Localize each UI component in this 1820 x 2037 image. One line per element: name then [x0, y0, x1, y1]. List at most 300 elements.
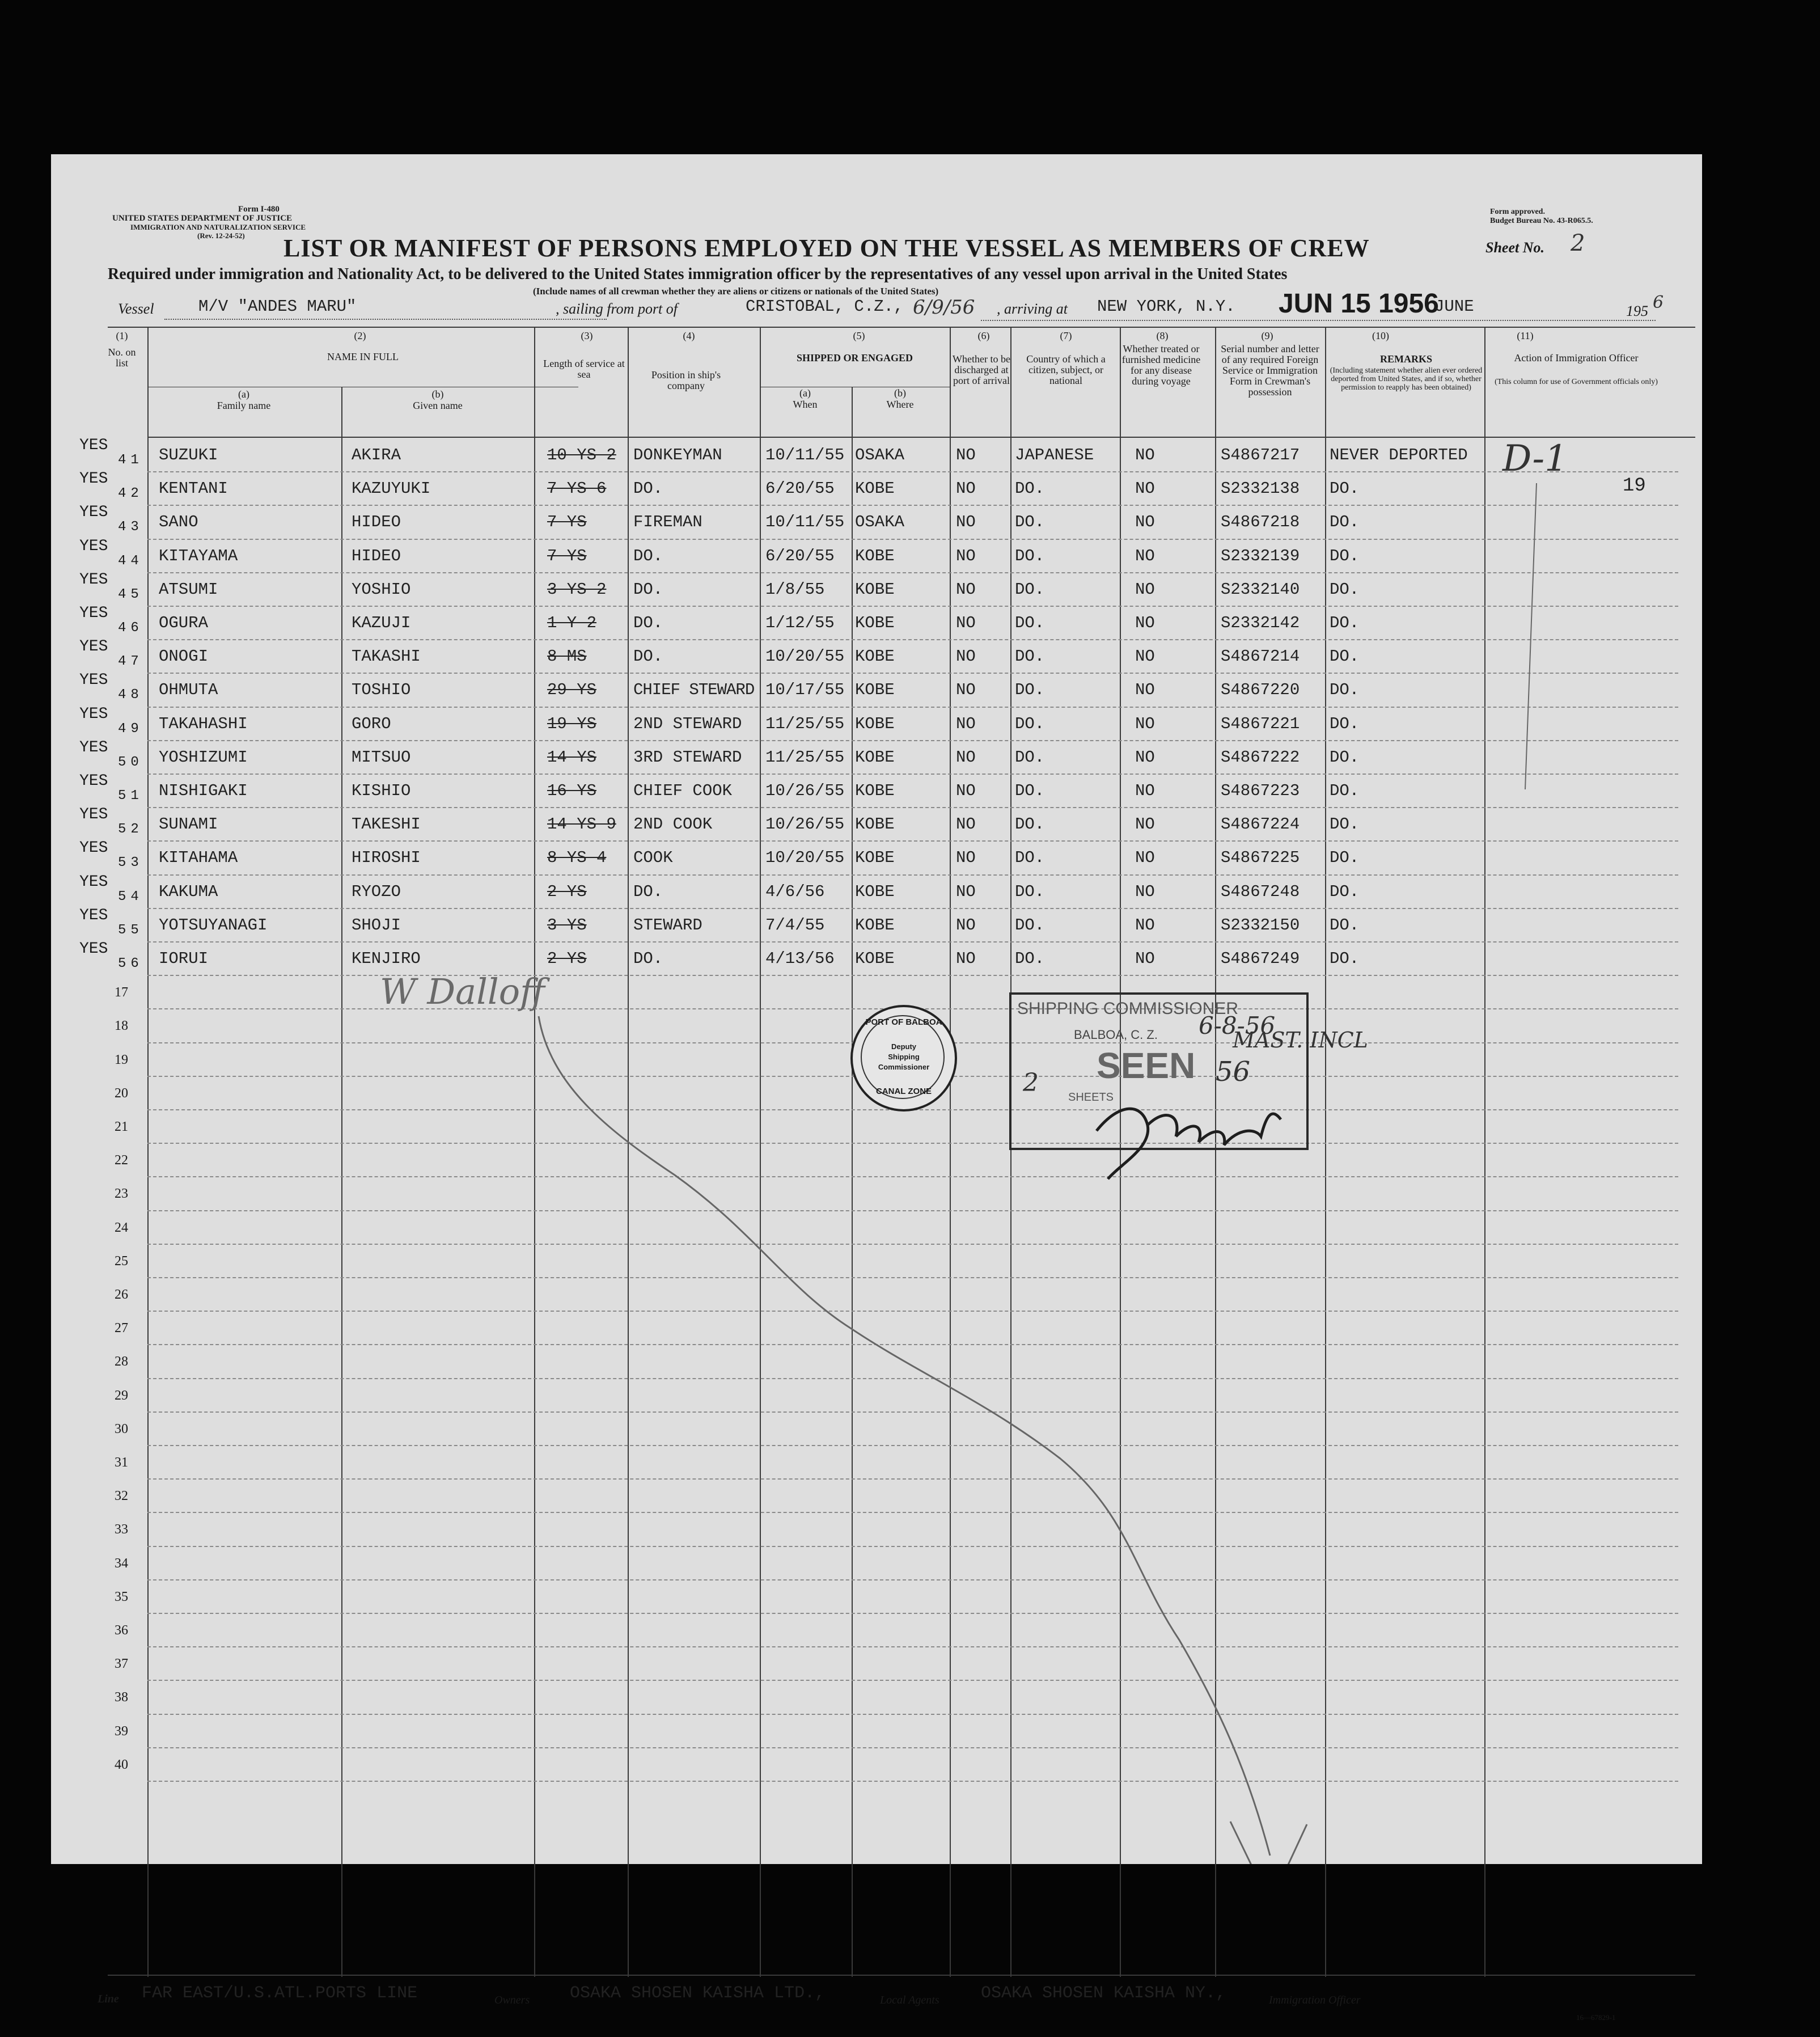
family-name-cell: KITAHAMA [159, 848, 238, 868]
family-name-cell: ONOGI [159, 647, 209, 666]
shipped-where-cell: KOBE [855, 915, 895, 935]
family-name-cell: KAKUMA [159, 882, 218, 901]
col-header-where: Where [886, 399, 914, 410]
family-name-cell: YOTSUYANAGI [159, 915, 268, 935]
country-cell: DO. [1015, 781, 1045, 800]
given-name-cell: YOSHIO [352, 580, 411, 599]
signature: W Dalloff [380, 971, 545, 1012]
round-stamp-bottom: CANAL ZONE [875, 1087, 932, 1096]
row-number: 44 [118, 553, 143, 569]
remarks-cell: DO. [1330, 747, 1360, 767]
yes-mark: YES [79, 806, 108, 824]
discharged-cell: NO [956, 714, 976, 733]
stamp-seen: SEEN [1097, 1045, 1196, 1086]
position-cell: DO. [633, 580, 663, 599]
yes-mark: YES [79, 671, 108, 690]
yes-mark: YES [79, 738, 108, 757]
col-header-serial: Serial number and letter of any required Foreign Service or Immigration Form in Crewman's possession [1221, 343, 1319, 398]
yes-mark: YES [79, 504, 108, 522]
row-number: 23 [115, 1186, 128, 1202]
shipped-where-cell: KOBE [855, 949, 895, 968]
row-number: 36 [115, 1623, 128, 1638]
family-name-cell: KENTANI [159, 479, 228, 498]
shipped-when-cell: 1/12/55 [765, 614, 835, 632]
serial-cell: S4867221 [1221, 714, 1300, 733]
col-num-3: (3) [581, 330, 593, 341]
row-number: 53 [118, 855, 143, 871]
form-service: IMMIGRATION AND NATURALIZATION SERVICE [130, 223, 306, 231]
discharged-cell: NO [956, 882, 976, 901]
remarks-cell: DO. [1330, 949, 1360, 968]
given-name-cell: SHOJI [352, 915, 401, 935]
service-length-cell: 14 YS [547, 747, 597, 767]
discharged-cell: NO [956, 446, 976, 464]
remarks-cell: DO. [1330, 614, 1360, 632]
row-number: 41 [118, 453, 143, 468]
given-name-cell: HIROSHI [352, 848, 421, 868]
service-length-cell: 2 YS [547, 882, 587, 901]
position-cell: CHIEF STEWARD [633, 681, 755, 700]
col-num-7: (7) [1060, 330, 1072, 341]
treated-cell: NO [1135, 815, 1155, 834]
discharged-cell: NO [956, 546, 976, 565]
shipped-when-cell: 11/25/55 [765, 747, 845, 767]
treated-cell: NO [1135, 714, 1155, 733]
country-cell: DO. [1015, 949, 1045, 968]
treated-cell: NO [1135, 747, 1155, 767]
form-number: Form I-480 [238, 205, 280, 214]
col-header-remarks-note: (Including statement whether alien ever ordered deported from United States, and if so, whether permission to reapply has been obtained) [1330, 366, 1483, 392]
country-cell: DO. [1015, 513, 1045, 532]
row-number: 55 [118, 922, 143, 938]
row-number: 27 [115, 1321, 128, 1336]
footer-officer-label: Immigration Officer [1269, 1994, 1361, 2006]
row-number: 56 [118, 956, 143, 971]
shipped-when-cell: 10/20/55 [765, 647, 845, 666]
row-number: 49 [118, 721, 143, 737]
service-length-cell: 8 YS 4 [547, 848, 607, 868]
given-name-cell: GORO [352, 714, 391, 733]
yes-mark: YES [79, 638, 108, 656]
shipped-where-cell: KOBE [855, 681, 895, 700]
col-header-country: Country of which a citizen, subject, or national [1026, 353, 1106, 386]
yes-mark: YES [79, 873, 108, 891]
treated-cell: NO [1135, 513, 1155, 532]
shipped-where-cell: KOBE [855, 647, 895, 666]
treated-cell: NO [1135, 647, 1155, 666]
row-number: 43 [118, 519, 143, 535]
given-name-cell: AKIRA [352, 446, 401, 464]
given-name-cell: RYOZO [352, 882, 401, 901]
country-cell: DO. [1015, 546, 1045, 565]
country-cell: DO. [1015, 815, 1045, 834]
stamp-title: SHIPPING COMMISSIONER [1017, 999, 1239, 1018]
treated-cell: NO [1135, 614, 1155, 632]
serial-cell: S4867248 [1221, 882, 1300, 901]
yes-mark: YES [79, 906, 108, 924]
row-number: 31 [115, 1455, 128, 1470]
serial-cell: S4867249 [1221, 949, 1300, 968]
vessel-label: Vessel [118, 301, 154, 317]
shipped-when-cell: 6/20/55 [765, 479, 835, 498]
discharged-cell: NO [956, 815, 976, 834]
position-cell: DO. [633, 546, 663, 565]
given-name-cell: KAZUYUKI [352, 479, 431, 498]
treated-cell: NO [1135, 882, 1155, 901]
row-number: 26 [115, 1287, 128, 1302]
col-header-where-sub: (b) [894, 387, 906, 399]
arriving-label: , arriving at [997, 301, 1068, 317]
position-cell: CHIEF COOK [633, 781, 733, 800]
round-stamp-line2: Shipping [888, 1053, 920, 1061]
family-name-cell: NISHIGAKI [159, 781, 248, 800]
service-length-cell: 1 Y 2 [547, 614, 597, 632]
col-header-action-note: (This column for use of Government officials only) [1495, 378, 1658, 386]
shipped-when-cell: 10/11/55 [765, 513, 845, 532]
footer-agents-label: Local Agents [880, 1994, 939, 2006]
shipped-where-cell: KOBE [855, 614, 895, 632]
round-stamp-line1: Deputy [891, 1042, 917, 1051]
manifest-sheet [51, 154, 1702, 2022]
row-number: 30 [115, 1421, 128, 1436]
stamp-56: 56 [1216, 1056, 1251, 1088]
family-name-cell: OGURA [159, 614, 209, 632]
row-number: 42 [118, 486, 143, 502]
discharged-cell: NO [956, 781, 976, 800]
form-budget: Budget Bureau No. 43-R065.5. [1490, 217, 1593, 225]
shipped-where-cell: OSAKA [855, 446, 905, 464]
service-length-cell: 10 YS 2 [547, 446, 616, 464]
service-length-cell: 3 YS 2 [547, 580, 607, 599]
row-number: 22 [115, 1153, 128, 1168]
vessel-name: M/V "ANDES MARU" [198, 297, 357, 316]
shipped-where-cell: OSAKA [855, 513, 905, 532]
serial-cell: S2332140 [1221, 580, 1300, 599]
family-name-cell: OHMUTA [159, 681, 218, 700]
row-number: 17 [115, 985, 128, 1000]
footer-owners-label: Owners [494, 1994, 530, 2006]
col-num-10: (10) [1372, 330, 1389, 341]
discharged-cell: NO [956, 513, 976, 532]
position-cell: DO. [633, 647, 663, 666]
stamp-place: BALBOA, C. Z. [1074, 1028, 1158, 1042]
service-length-cell: 3 YS [547, 915, 587, 935]
discharged-cell: NO [956, 747, 976, 767]
pencil-arrow [51, 154, 1702, 1864]
row-number: 24 [115, 1220, 128, 1235]
footer-owners: OSAKA SHOSEN KAISHA LTD., [570, 1984, 826, 2003]
stamp-date: 6-8-56 [1199, 1012, 1276, 1039]
country-cell: JAPANESE [1015, 446, 1094, 464]
discharged-cell: NO [956, 614, 976, 632]
serial-cell: S2332150 [1221, 915, 1300, 935]
row-number: 37 [115, 1656, 128, 1672]
shipped-where-cell: KOBE [855, 815, 895, 834]
discharged-cell: NO [956, 647, 976, 666]
country-cell: DO. [1015, 848, 1045, 868]
col-num-4: (4) [683, 330, 695, 341]
footer-line-label: Line [98, 1993, 119, 2005]
stamp-count: 2 [1023, 1068, 1039, 1097]
family-name-cell: KITAYAMA [159, 546, 238, 565]
arrival-date-stamp: JUN 15 1956 [1279, 289, 1439, 319]
treated-cell: NO [1135, 781, 1155, 800]
row-number: 45 [118, 586, 143, 602]
row-number: 35 [115, 1589, 128, 1604]
col-num-1: (1) [116, 330, 128, 341]
sheet-label: Sheet No. [1485, 239, 1544, 256]
serial-cell: S4867220 [1221, 681, 1300, 700]
sheet-number: 2 [1571, 230, 1585, 256]
shipped-where-cell: KOBE [855, 882, 895, 901]
country-cell: DO. [1015, 614, 1045, 632]
treated-cell: NO [1135, 949, 1155, 968]
document-subnote: (Include names of all crewman whether they are aliens or citizens or nationals of the United States) [533, 286, 939, 297]
treated-cell: NO [1135, 546, 1155, 565]
col-num-5: (5) [853, 330, 865, 341]
country-cell: DO. [1015, 681, 1045, 700]
family-name-cell: ATSUMI [159, 580, 218, 599]
service-length-cell: 2 YS [547, 949, 587, 968]
row-number: 32 [115, 1489, 128, 1504]
shipped-where-cell: KOBE [855, 747, 895, 767]
remarks-cell: DO. [1330, 580, 1360, 599]
treated-cell: NO [1135, 446, 1155, 464]
col-num-6: (6) [977, 330, 990, 341]
treated-cell: NO [1135, 848, 1155, 868]
remarks-cell: DO. [1330, 647, 1360, 666]
row-number: 25 [115, 1253, 128, 1269]
footer-agents: OSAKA SHOSEN KAISHA NY., [981, 1984, 1226, 2003]
footer-line: FAR EAST/U.S.ATL.PORTS LINE [142, 1984, 418, 2003]
sailing-label: , sailing from port of [556, 301, 678, 317]
position-cell: DO. [633, 949, 663, 968]
yes-mark: YES [79, 570, 108, 589]
service-length-cell: 14 YS 9 [547, 815, 616, 834]
col-num-2: (2) [354, 330, 366, 341]
position-cell: STEWARD [633, 915, 702, 935]
yes-mark: YES [79, 705, 108, 723]
service-length-cell: 29 YS [547, 681, 597, 700]
service-length-cell: 8 MS [547, 647, 587, 666]
row-number: 52 [118, 822, 143, 838]
family-name-cell: IORUI [159, 949, 209, 968]
row-number: 28 [115, 1354, 128, 1370]
family-name-cell: TAKAHASHI [159, 714, 248, 733]
remarks-cell: DO. [1330, 513, 1360, 532]
margin-count: 19 [1623, 475, 1646, 497]
col-header-shipped: SHIPPED OR ENGAGED [796, 352, 913, 364]
round-stamp-line3: Commissioner [878, 1063, 930, 1071]
port-to: NEW YORK, N.Y. [1097, 297, 1235, 316]
row-number: 34 [115, 1556, 128, 1571]
position-cell: FIREMAN [633, 513, 702, 532]
country-cell: DO. [1015, 714, 1045, 733]
shipped-when-cell: 10/11/55 [765, 446, 845, 464]
serial-cell: S4867224 [1221, 815, 1300, 834]
yes-mark: YES [79, 839, 108, 857]
col-header-service: Length of service at sea [543, 358, 625, 380]
remarks-cell: NEVER DEPORTED [1330, 446, 1468, 464]
yes-mark: YES [79, 470, 108, 488]
shipped-when-cell: 10/26/55 [765, 815, 845, 834]
serial-cell: S4867214 [1221, 647, 1300, 666]
service-length-cell: 7 YS [547, 513, 587, 532]
treated-cell: NO [1135, 915, 1155, 935]
country-cell: DO. [1015, 580, 1045, 599]
shipped-when-cell: 10/17/55 [765, 681, 845, 700]
yes-mark: YES [79, 605, 108, 622]
row-number: 50 [118, 754, 143, 770]
position-cell: COOK [633, 848, 673, 868]
col-num-8: (8) [1156, 330, 1169, 341]
row-number: 51 [118, 788, 143, 804]
yes-mark: YES [79, 537, 108, 555]
position-cell: DO. [633, 479, 663, 498]
remarks-cell: DO. [1330, 781, 1360, 800]
country-cell: DO. [1015, 747, 1045, 767]
given-name-cell: KISHIO [352, 781, 411, 800]
remarks-cell: DO. [1330, 815, 1360, 834]
col-header-name: NAME IN FULL [327, 351, 399, 362]
service-length-cell: 16 YS [547, 781, 597, 800]
service-length-cell: 19 YS [547, 714, 597, 733]
country-cell: DO. [1015, 915, 1045, 935]
col-header-discharged: Whether to be discharged at port of arrival [953, 353, 1010, 386]
arrival-month: JUNE [1434, 297, 1474, 316]
yes-mark: YES [79, 437, 108, 454]
position-cell: 3RD STEWARD [633, 747, 742, 767]
col-header-treated: Whether treated or furnished medicine for any disease during voyage [1121, 343, 1201, 387]
form-code: 16—67829-1 [1576, 2013, 1616, 2022]
remarks-cell: DO. [1330, 681, 1360, 700]
position-cell: DONKEYMAN [633, 446, 722, 464]
given-name-cell: KENJIRO [352, 949, 421, 968]
position-cell: DO. [633, 614, 663, 632]
discharged-cell: NO [956, 915, 976, 935]
form-revision: (Rev. 12-24-52) [197, 231, 245, 240]
given-name-cell: TAKESHI [352, 815, 421, 834]
family-name-cell: SUNAMI [159, 815, 218, 834]
col-header-when: When [793, 399, 818, 410]
serial-cell: S2332139 [1221, 546, 1300, 565]
shipped-when-cell: 7/4/55 [765, 915, 825, 935]
port-date: 6/9/56 [913, 296, 975, 319]
row-number: 19 [115, 1052, 128, 1067]
position-cell: 2ND STEWARD [633, 714, 742, 733]
country-cell: DO. [1015, 882, 1045, 901]
form-agency: UNITED STATES DEPARTMENT OF JUSTICE [112, 214, 293, 223]
row-number: 48 [118, 687, 143, 703]
shipped-where-cell: KOBE [855, 479, 895, 498]
col-num-11: (11) [1517, 330, 1534, 341]
shipped-where-cell: KOBE [855, 714, 895, 733]
row-number: 39 [115, 1723, 128, 1739]
discharged-cell: NO [956, 848, 976, 868]
yes-mark: YES [79, 772, 108, 790]
shipped-when-cell: 10/26/55 [765, 781, 845, 800]
col-header-given-sub: (b) [431, 388, 444, 400]
shipped-when-cell: 10/20/55 [765, 848, 845, 868]
discharged-cell: NO [956, 580, 976, 599]
port-from: CRISTOBAL, C.Z., [746, 297, 904, 316]
serial-cell: S4867223 [1221, 781, 1300, 800]
shipped-when-cell: 11/25/55 [765, 714, 845, 733]
position-cell: DO. [633, 882, 663, 901]
round-stamp-top: PORT OF BALBOA [865, 1017, 942, 1027]
serial-cell: S2332138 [1221, 479, 1300, 498]
document-title: LIST OR MANIFEST OF PERSONS EMPLOYED ON THE VESSEL AS MEMBERS OF CREW [283, 234, 1370, 262]
family-name-cell: SUZUKI [159, 446, 218, 464]
yes-mark: YES [79, 940, 108, 958]
col-header-given: Given name [413, 400, 463, 411]
remarks-cell: DO. [1330, 714, 1360, 733]
row-number: 18 [115, 1018, 128, 1034]
given-name-cell: TAKASHI [352, 647, 421, 666]
given-name-cell: KAZUJI [352, 614, 411, 632]
row-number: 38 [115, 1690, 128, 1705]
shipped-where-cell: KOBE [855, 848, 895, 868]
serial-cell: S4867217 [1221, 446, 1300, 464]
treated-cell: NO [1135, 580, 1155, 599]
arrival-year: 195 [1626, 303, 1648, 319]
shipped-where-cell: KOBE [855, 580, 895, 599]
position-cell: 2ND COOK [633, 815, 713, 834]
row-number: 40 [115, 1757, 128, 1772]
treated-cell: NO [1135, 681, 1155, 700]
arrival-year-suffix: 6 [1653, 293, 1664, 312]
col-header-action: Action of Immigration Officer [1514, 352, 1639, 364]
discharged-cell: NO [956, 681, 976, 700]
remarks-cell: DO. [1330, 882, 1360, 901]
serial-cell: S2332142 [1221, 614, 1300, 632]
discharged-cell: NO [956, 949, 976, 968]
treated-cell: NO [1135, 479, 1155, 498]
given-name-cell: TOSHIO [352, 681, 411, 700]
shipped-when-cell: 4/13/56 [765, 949, 835, 968]
col-num-9: (9) [1261, 330, 1273, 341]
shipped-where-cell: KOBE [855, 546, 895, 565]
given-name-cell: HIDEO [352, 546, 401, 565]
remarks-cell: DO. [1330, 546, 1360, 565]
col-header-remarks: REMARKS [1379, 353, 1432, 365]
family-name-cell: YOSHIZUMI [159, 747, 248, 767]
form-approval: Form approved. [1490, 208, 1545, 216]
country-cell: DO. [1015, 647, 1045, 666]
remarks-cell: DO. [1330, 848, 1360, 868]
service-length-cell: 7 YS [547, 546, 587, 565]
serial-cell: S4867218 [1221, 513, 1300, 532]
stamp-sheets: SHEETS [1068, 1091, 1114, 1104]
discharged-cell: NO [956, 479, 976, 498]
given-name-cell: HIDEO [352, 513, 401, 532]
given-name-cell: MITSUO [352, 747, 411, 767]
col-header-when-sub: (a) [799, 387, 811, 399]
stamp-note: MAST. INCL [1233, 1028, 1368, 1053]
shipped-when-cell: 4/6/56 [765, 882, 825, 901]
shipped-where-cell: KOBE [855, 781, 895, 800]
row-number: 54 [118, 889, 143, 905]
col-header-position: Position in ship's company [651, 369, 721, 391]
family-name-cell: SANO [159, 513, 198, 532]
shipped-when-cell: 6/20/55 [765, 546, 835, 565]
row-number: 21 [115, 1119, 128, 1134]
action-mark: D-1 [1502, 438, 1568, 480]
col-header-family: Family name [217, 400, 271, 411]
remarks-cell: DO. [1330, 479, 1360, 498]
row-number: 47 [118, 654, 143, 670]
remarks-cell: DO. [1330, 915, 1360, 935]
